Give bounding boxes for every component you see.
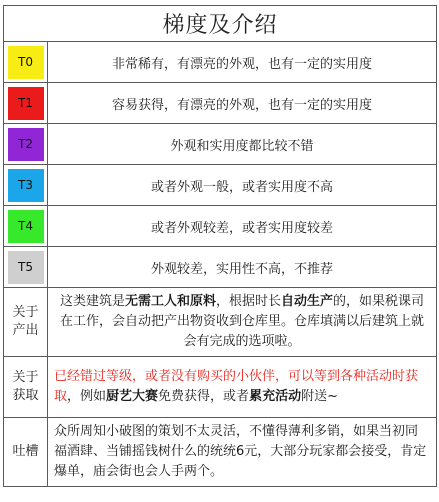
tier-row-t5 — [4, 247, 437, 288]
tier-table — [3, 5, 437, 487]
output-row — [4, 288, 437, 357]
tier-badge-t1: T1 — [8, 87, 44, 120]
tier-description-t4: 或者外观较差，或者实用度较差 — [48, 206, 437, 247]
tier-row-t3 — [4, 165, 437, 206]
tier-description-t0: 非常稀有，有漂亮的外观，也有一定的实用度 — [48, 42, 437, 83]
output-label: 关于 产出 — [4, 288, 48, 357]
obtain-text: 已经错过等级，或者没有购买的小伙伴，可以等到各种活动时获取，例如厨艺大赛免费获得，或者累充活动附送~ — [48, 357, 437, 418]
tier-badge-t3: T3 — [8, 169, 44, 202]
obtain-label: 关于 获取 — [4, 357, 48, 418]
tier-description-t2: 外观和实用度都比较不错 — [48, 124, 437, 165]
tier-row-t1 — [4, 83, 437, 124]
complaint-label: 吐槽 — [4, 418, 48, 487]
tier-badge-t5: T5 — [8, 251, 44, 284]
page-title: 梯度及介绍 — [4, 6, 437, 42]
obtain-row — [4, 357, 437, 418]
tier-badge-t0: T0 — [8, 46, 44, 79]
tier-description-t1: 容易获得，有漂亮的外观，也有一定的实用度 — [48, 83, 437, 124]
complaint-text: 众所周知小破图的策划不太灵活，不懂得薄利多销，如果当初同福酒肆、当铺摇钱树什么的统统6元，大部分玩家都会接受，肯定爆单，庙会街也会人手两个。 — [48, 418, 437, 487]
complaint-row — [4, 418, 437, 487]
tier-row-t0 — [4, 42, 437, 83]
tier-badge-t2: T2 — [8, 128, 44, 161]
tier-badge-t4: T4 — [8, 210, 44, 243]
output-text: 这类建筑是无需工人和原料，根据时长自动生产的，如果税课司在工作，会自动把产出物资收到仓库里。仓库填满以后建筑上就会有完成的选项啦。 — [48, 288, 437, 357]
tier-row-t4 — [4, 206, 437, 247]
tier-row-t2 — [4, 124, 437, 165]
tier-description-t3: 或者外观一般，或者实用度不高 — [48, 165, 437, 206]
tier-description-t5: 外观较差，实用性不高，不推荐 — [48, 247, 437, 288]
